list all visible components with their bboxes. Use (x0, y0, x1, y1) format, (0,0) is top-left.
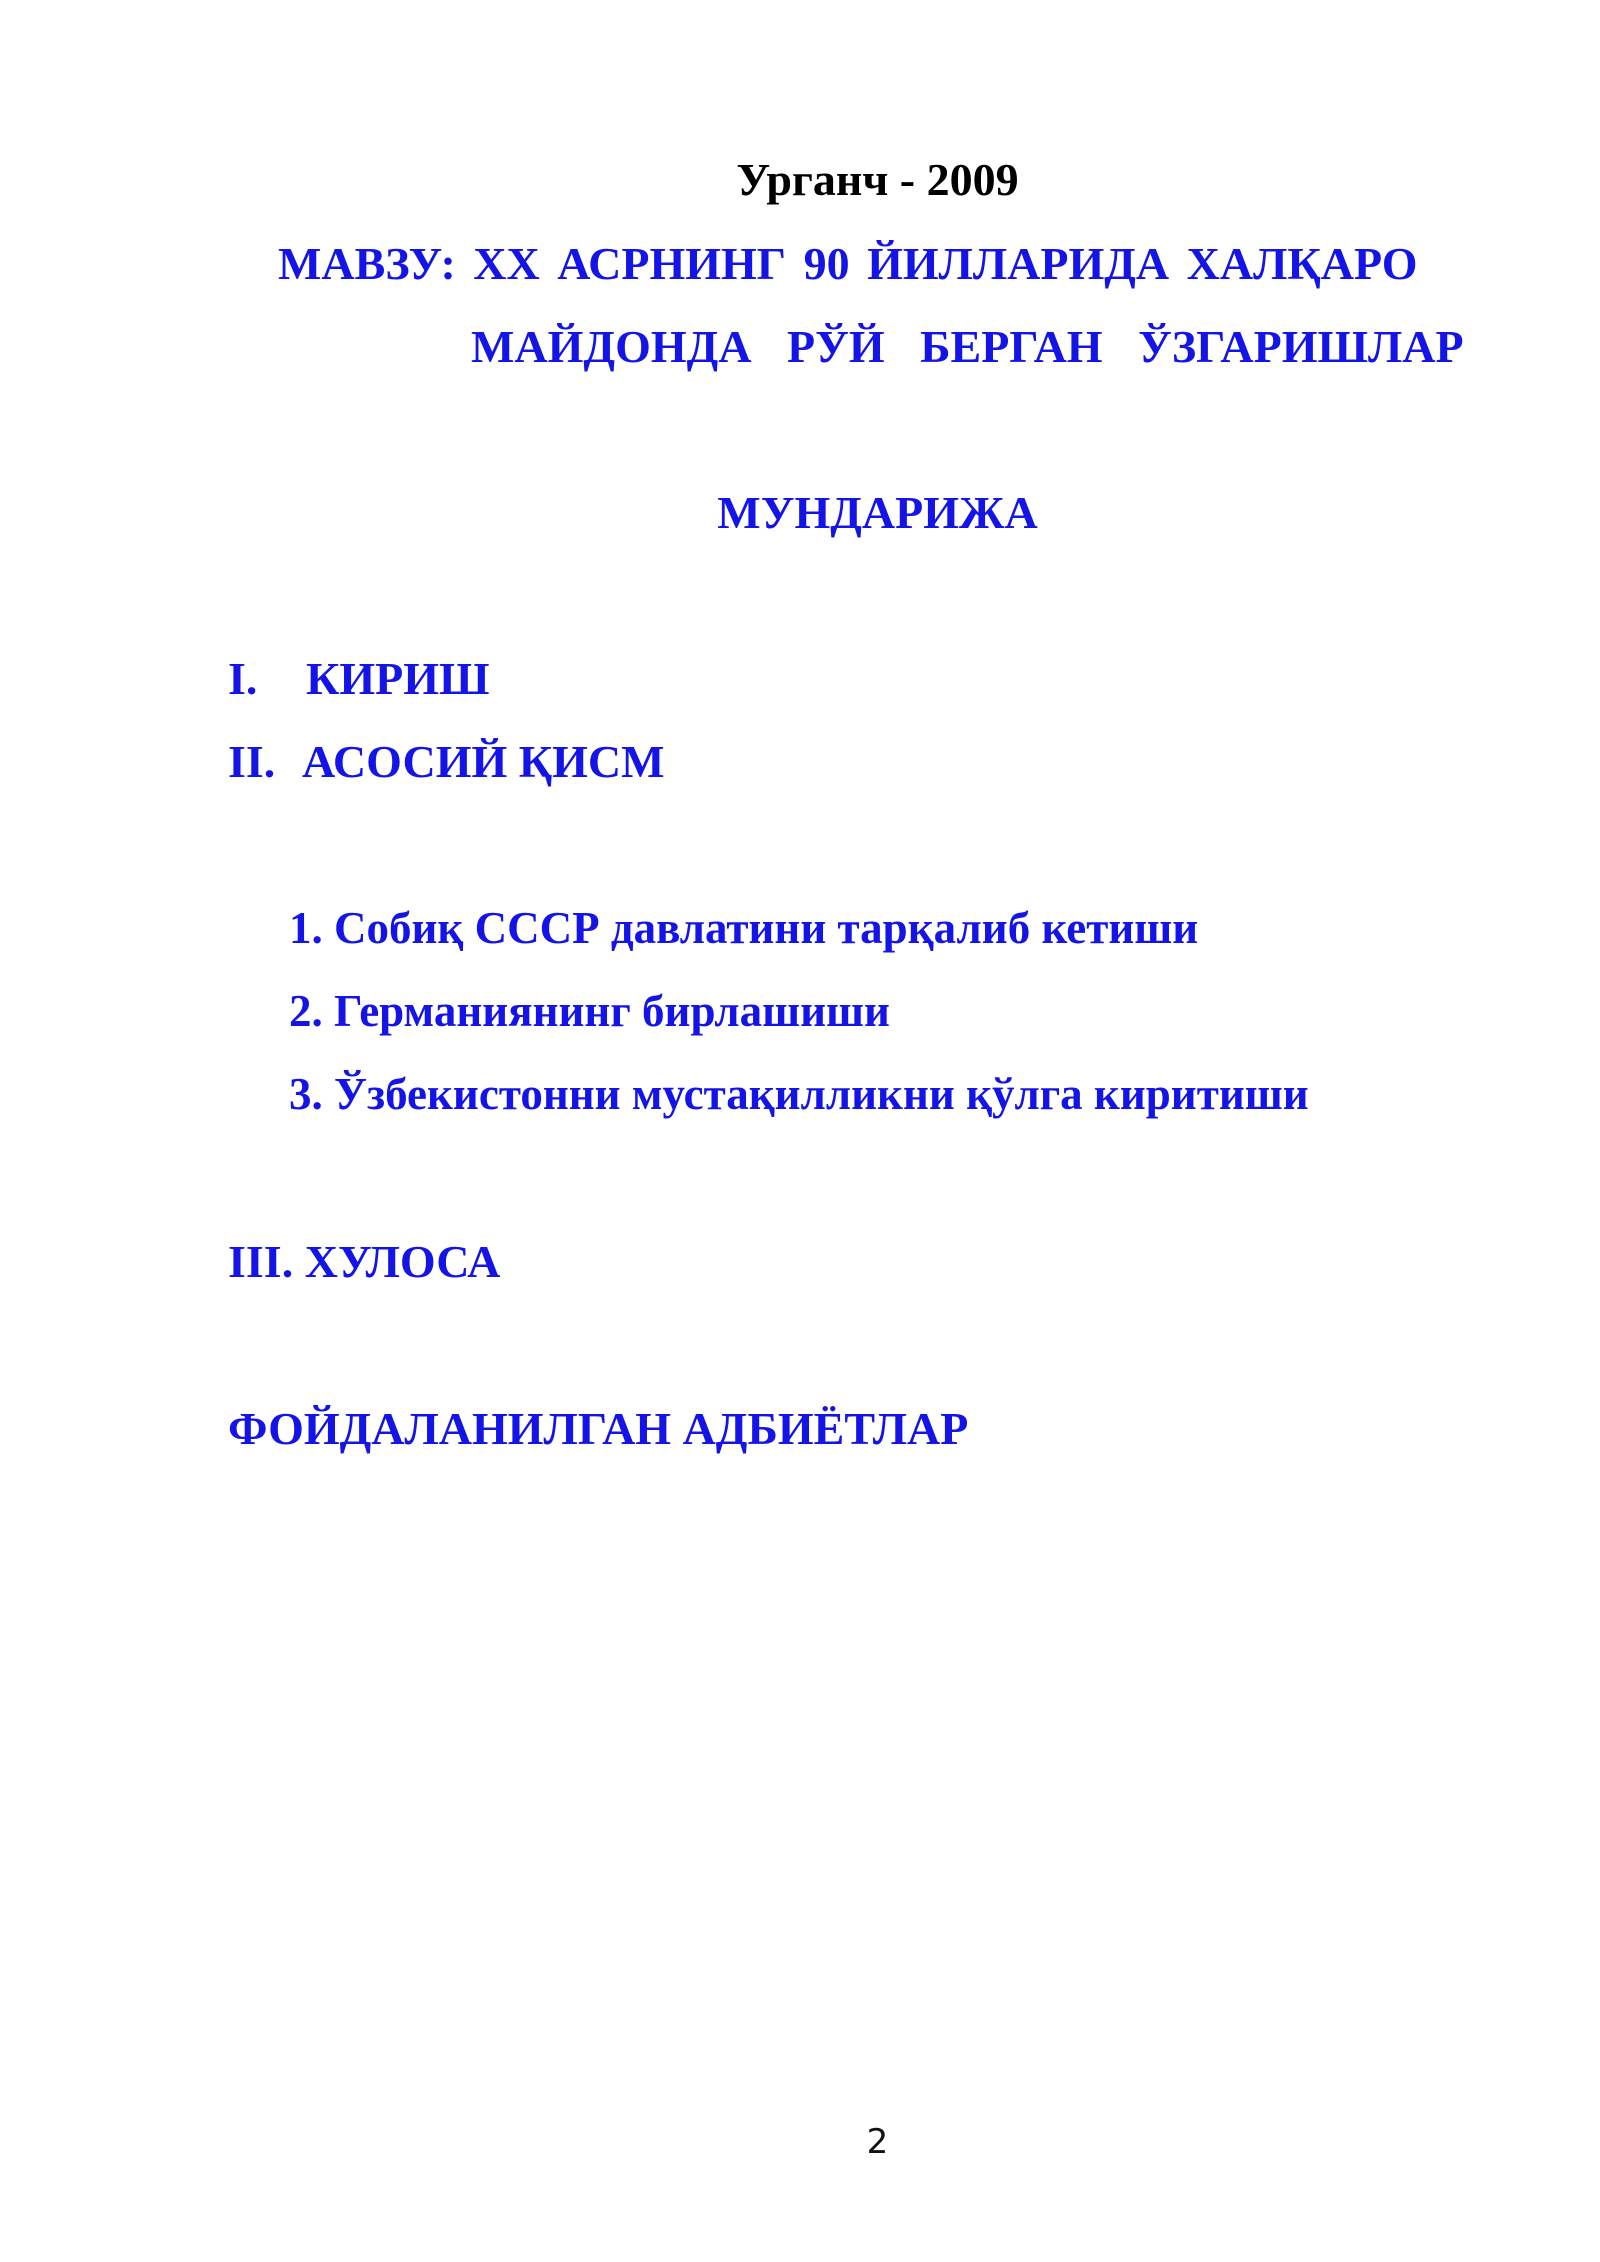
toc-subitem-label: Ўзбекистонни мустақилликни қўлга киритиши (334, 1069, 1309, 1119)
toc-subitem-label: Германиянинг бирлашиши (334, 986, 890, 1036)
toc-item-label: КИРИШ (306, 653, 490, 704)
toc-heading: МУНДАРИЖА (717, 487, 1038, 538)
toc-item-number: I. (228, 653, 258, 704)
toc-item-conclusion (228, 1236, 501, 1287)
toc-subitem (289, 1069, 1309, 1119)
toc-item-number: II. (228, 736, 276, 787)
toc-item-main-part (228, 736, 665, 787)
toc-subitem (289, 903, 1199, 953)
toc-item-number: III. (228, 1236, 294, 1287)
city-year: Урганч - 2009 (736, 154, 1019, 205)
toc-item-label: АСОСИЙ ҚИСМ (302, 736, 665, 787)
toc-item-introduction (228, 653, 490, 704)
topic-title-line-1: МАВЗУ: XX АСРНИНГ 90 ЙИЛЛАРИДА ХАЛҚАРО (278, 238, 1418, 289)
toc-item-references: ФОЙДАЛАНИЛГАН АДБИЁТЛАР (228, 1403, 969, 1454)
toc-subitem-number: 3. (289, 1069, 323, 1119)
toc-subitem-number: 2. (289, 986, 323, 1036)
topic-title-line-2: МАЙДОНДА РЎЙ БЕРГАН ЎЗГАРИШЛАР (471, 321, 1464, 372)
toc-subitem-number: 1. (289, 903, 323, 953)
toc-item-label: ХУЛОСА (304, 1236, 501, 1287)
page-number: 2 (866, 2122, 889, 2162)
toc-subitem-label: Собиқ СССР давлатини тарқалиб кетиши (334, 903, 1199, 953)
toc-subitem (289, 986, 890, 1036)
